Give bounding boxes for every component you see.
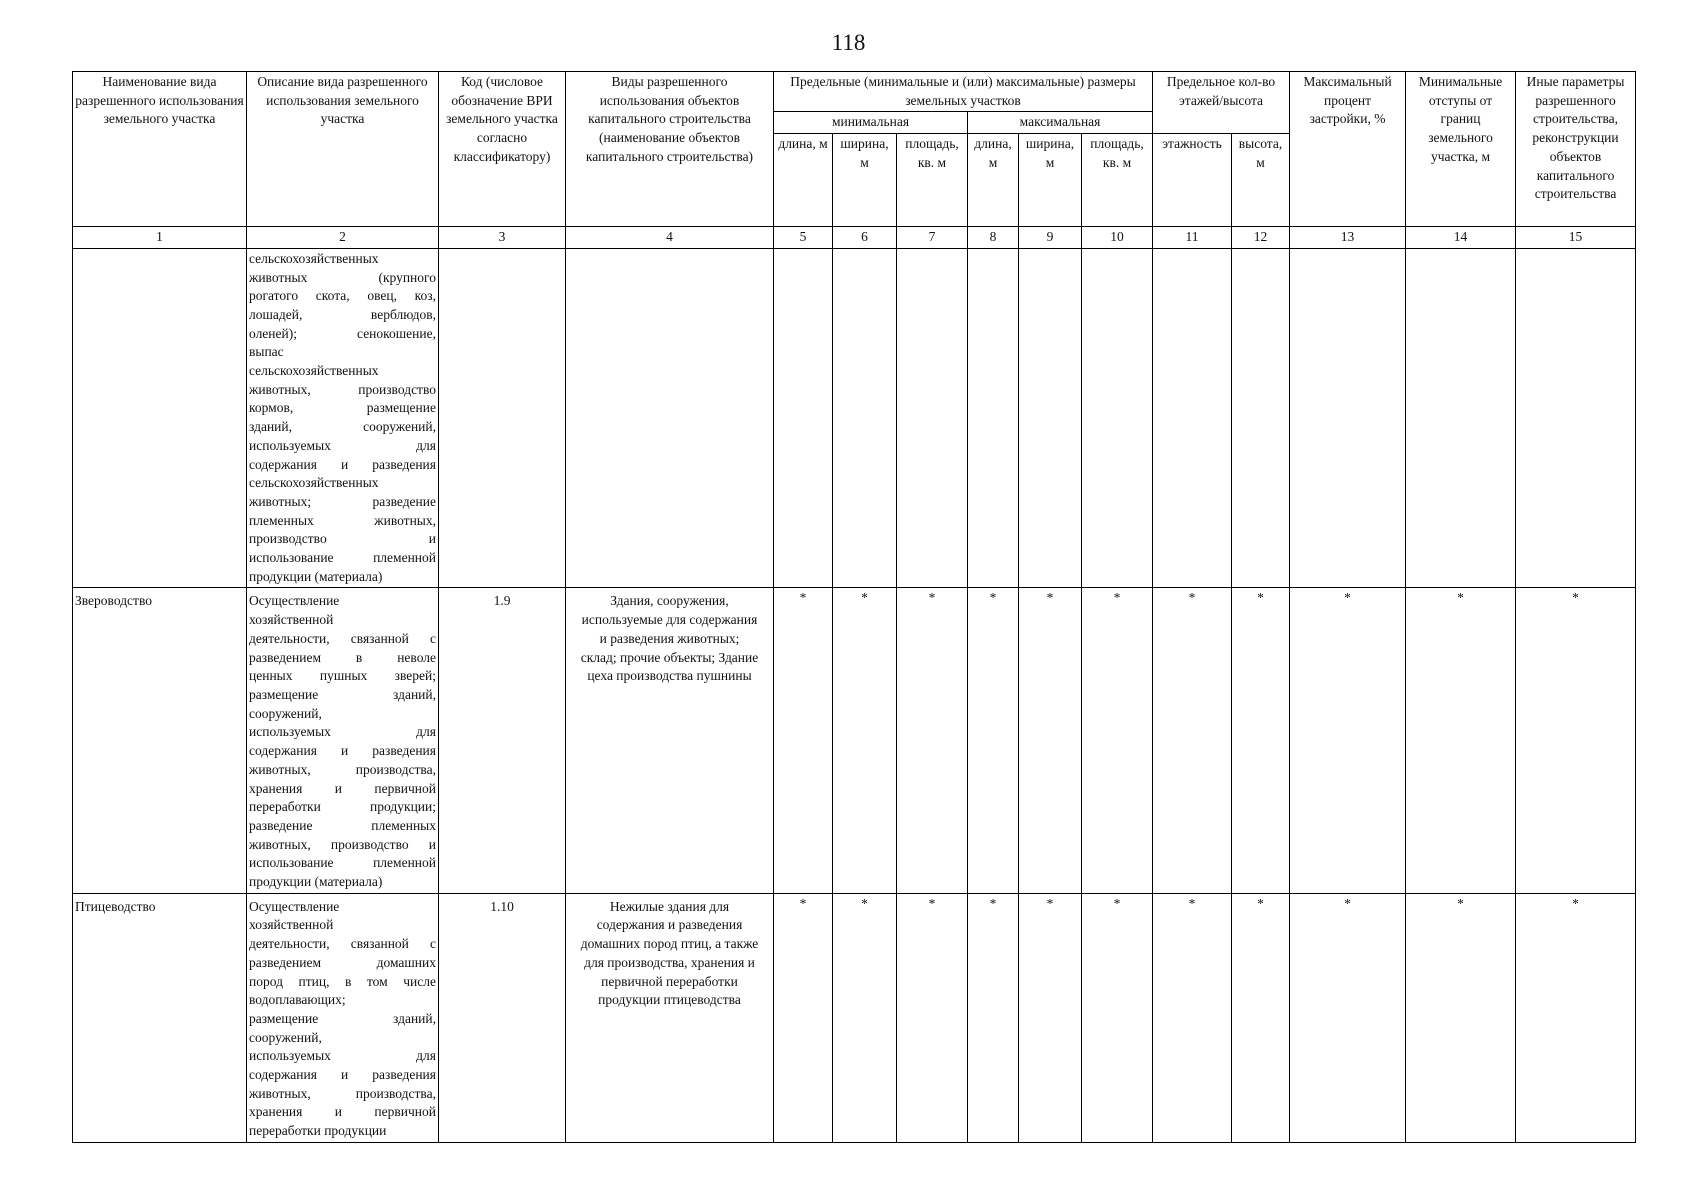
parameter-value: * [774, 588, 833, 893]
column-number: 1 [73, 227, 247, 249]
column-number: 5 [774, 227, 833, 249]
land-use-code: 1.10 [439, 893, 566, 1142]
land-use-description [247, 588, 439, 893]
column-number: 15 [1516, 227, 1636, 249]
column-number: 13 [1290, 227, 1406, 249]
header-other-parameters: Иные параметры разрешенного строительства, реконструкции объектов капитального строительства [1516, 72, 1636, 227]
parameter-value [897, 248, 968, 588]
parameter-value [968, 248, 1019, 588]
parameter-value [1232, 248, 1290, 588]
column-number: 7 [897, 227, 968, 249]
description-line: хозяйственной [249, 612, 334, 628]
land-use-table [72, 71, 1636, 1143]
header-land-use-name: Наименование вида разрешенного использования земельного участка [73, 72, 247, 227]
description-line: животных, производства, [249, 1085, 436, 1101]
column-number: 3 [439, 227, 566, 249]
parameter-value: * [1516, 893, 1636, 1142]
parameter-value [1406, 248, 1516, 588]
column-number: 6 [833, 227, 897, 249]
parameter-value: * [968, 588, 1019, 893]
description-line: содержания и разведения [249, 743, 436, 759]
description-line: используемых для [249, 1048, 436, 1064]
description-line: рогатого скота, овец, коз, [249, 288, 436, 304]
description-line: пород птиц, в том числе [249, 973, 436, 989]
table-row [73, 893, 1636, 1142]
parameter-value [774, 248, 833, 588]
column-number: 9 [1019, 227, 1082, 249]
header-minimum: минимальная [774, 112, 968, 134]
description-line: животных, производство [249, 381, 436, 397]
parameter-value [1516, 248, 1636, 588]
header-floors-height: Предельное кол-во этажей/высота [1153, 72, 1290, 134]
parameter-value: * [833, 893, 897, 1142]
parameter-value: * [968, 893, 1019, 1142]
header-min-length: длина, м [774, 134, 833, 227]
header-code: Код (числовое обозначение ВРИ земельного участка согласно классификатору) [439, 72, 566, 227]
description-line: использование племенной [249, 855, 436, 871]
description-line: размещение зданий, [249, 686, 436, 702]
description-line: деятельности, связанной с [249, 936, 436, 952]
description-line: содержания и разведения [249, 456, 436, 472]
description-line: животных, производства, [249, 761, 436, 777]
parameter-value: * [1232, 588, 1290, 893]
parameter-value [1082, 248, 1153, 588]
description-line: продукции (материала) [249, 874, 383, 890]
header-plot-size-limits: Предельные (минимальные и (или) максимальные) размеры земельных участков [774, 72, 1153, 112]
land-use-name [73, 248, 247, 588]
header-maximum: максимальная [968, 112, 1153, 134]
description-line: сельскохозяйственных [249, 250, 379, 266]
parameter-value [833, 248, 897, 588]
description-line: разведением домашних [249, 954, 436, 970]
column-number-row [73, 227, 1636, 249]
table-row [73, 588, 1636, 893]
description-line: хранения и первичной [249, 1104, 436, 1120]
description-line: производство и [249, 531, 436, 547]
column-number: 2 [247, 227, 439, 249]
description-line: разведением в неволе [249, 649, 436, 665]
column-number: 14 [1406, 227, 1516, 249]
description-line: племенных животных, [249, 512, 436, 528]
description-line: продукции (материала) [249, 568, 383, 584]
description-line: лошадей, верблюдов, [249, 306, 436, 322]
table-body [73, 248, 1636, 1142]
capital-objects [566, 248, 774, 588]
header-max-building-percent: Максимальный процент застройки, % [1290, 72, 1406, 227]
parameter-value: * [1406, 893, 1516, 1142]
header-max-length: длина, м [968, 134, 1019, 227]
parameter-value: * [1153, 588, 1232, 893]
parameter-value: * [774, 893, 833, 1142]
parameter-value: * [1232, 893, 1290, 1142]
column-number: 12 [1232, 227, 1290, 249]
description-line: использование племенной [249, 550, 436, 566]
parameter-value [1019, 248, 1082, 588]
column-number: 8 [968, 227, 1019, 249]
parameter-value: * [1516, 588, 1636, 893]
description-line: хозяйственной [249, 917, 334, 933]
parameter-value: * [1019, 893, 1082, 1142]
description-line: сооружений, [249, 1029, 322, 1045]
capital-objects: Здания, сооружения, используемые для содержания и разведения животных; склад; прочие объекты; Здание цеха производства пушнины [566, 588, 774, 893]
parameter-value: * [897, 588, 968, 893]
parameter-value: * [1082, 893, 1153, 1142]
land-use-code: 1.9 [439, 588, 566, 893]
description-line: выпас [249, 344, 284, 360]
column-number: 10 [1082, 227, 1153, 249]
header-land-use-description: Описание вида разрешенного использования земельного участка [247, 72, 439, 227]
description-line: животных, производство и [249, 836, 436, 852]
capital-objects: Нежилые здания для содержания и разведения домашних пород птиц, а также для производства, хранения и первичной переработки продукции птицеводства [566, 893, 774, 1142]
parameter-value: * [1406, 588, 1516, 893]
header-max-area: площадь, кв. м [1082, 134, 1153, 227]
parameter-value: * [1290, 893, 1406, 1142]
description-line: оленей); сенокошение, [249, 325, 436, 341]
description-line: используемых для [249, 724, 436, 740]
description-line: ценных пушных зверей; [249, 668, 436, 684]
header-height: высота, м [1232, 134, 1290, 227]
header-floors: этажность [1153, 134, 1232, 227]
parameter-value: * [1082, 588, 1153, 893]
description-line: используемых для [249, 437, 436, 453]
parameter-value [1290, 248, 1406, 588]
description-line: переработки продукции [249, 1123, 387, 1139]
column-number: 11 [1153, 227, 1232, 249]
table-row [73, 248, 1636, 588]
description-line: размещение зданий, [249, 1010, 436, 1026]
column-number: 4 [566, 227, 774, 249]
description-line: кормов, размещение [249, 400, 436, 416]
header-min-width: ширина, м [833, 134, 897, 227]
header-capital-objects: Виды разрешенного использования объектов капитального строительства (наименование объектов капитального строительства) [566, 72, 774, 227]
description-line: зданий, сооружений, [249, 419, 436, 435]
description-line: водоплавающих; [249, 992, 346, 1008]
land-use-code [439, 248, 566, 588]
land-use-description [247, 248, 439, 588]
header-min-area: площадь, кв. м [897, 134, 968, 227]
description-line: деятельности, связанной с [249, 630, 436, 646]
description-line: переработки продукции; [249, 799, 436, 815]
parameter-value: * [1290, 588, 1406, 893]
description-line: животных (крупного [249, 269, 436, 285]
description-line: сооружений, [249, 705, 322, 721]
description-line: Осуществление [249, 593, 340, 609]
description-line: Осуществление [249, 898, 340, 914]
description-line: хранения и первичной [249, 780, 436, 796]
description-line: разведение племенных [249, 817, 436, 833]
description-line: сельскохозяйственных [249, 475, 379, 491]
description-line: сельскохозяйственных [249, 363, 379, 379]
parameter-value: * [1019, 588, 1082, 893]
land-use-name: Птицеводство [73, 893, 247, 1142]
description-line: содержания и разведения [249, 1067, 436, 1083]
header-min-setbacks: Минимальные отступы от границ земельного участка, м [1406, 72, 1516, 227]
parameter-value: * [833, 588, 897, 893]
land-use-name: Звероводство [73, 588, 247, 893]
header-max-width: ширина, м [1019, 134, 1082, 227]
land-use-description [247, 893, 439, 1142]
parameter-value [1153, 248, 1232, 588]
header-row-1 [73, 72, 1636, 112]
parameter-value: * [1153, 893, 1232, 1142]
description-line: животных; разведение [249, 493, 436, 509]
parameter-value: * [897, 893, 968, 1142]
page-number: 118 [831, 30, 866, 55]
